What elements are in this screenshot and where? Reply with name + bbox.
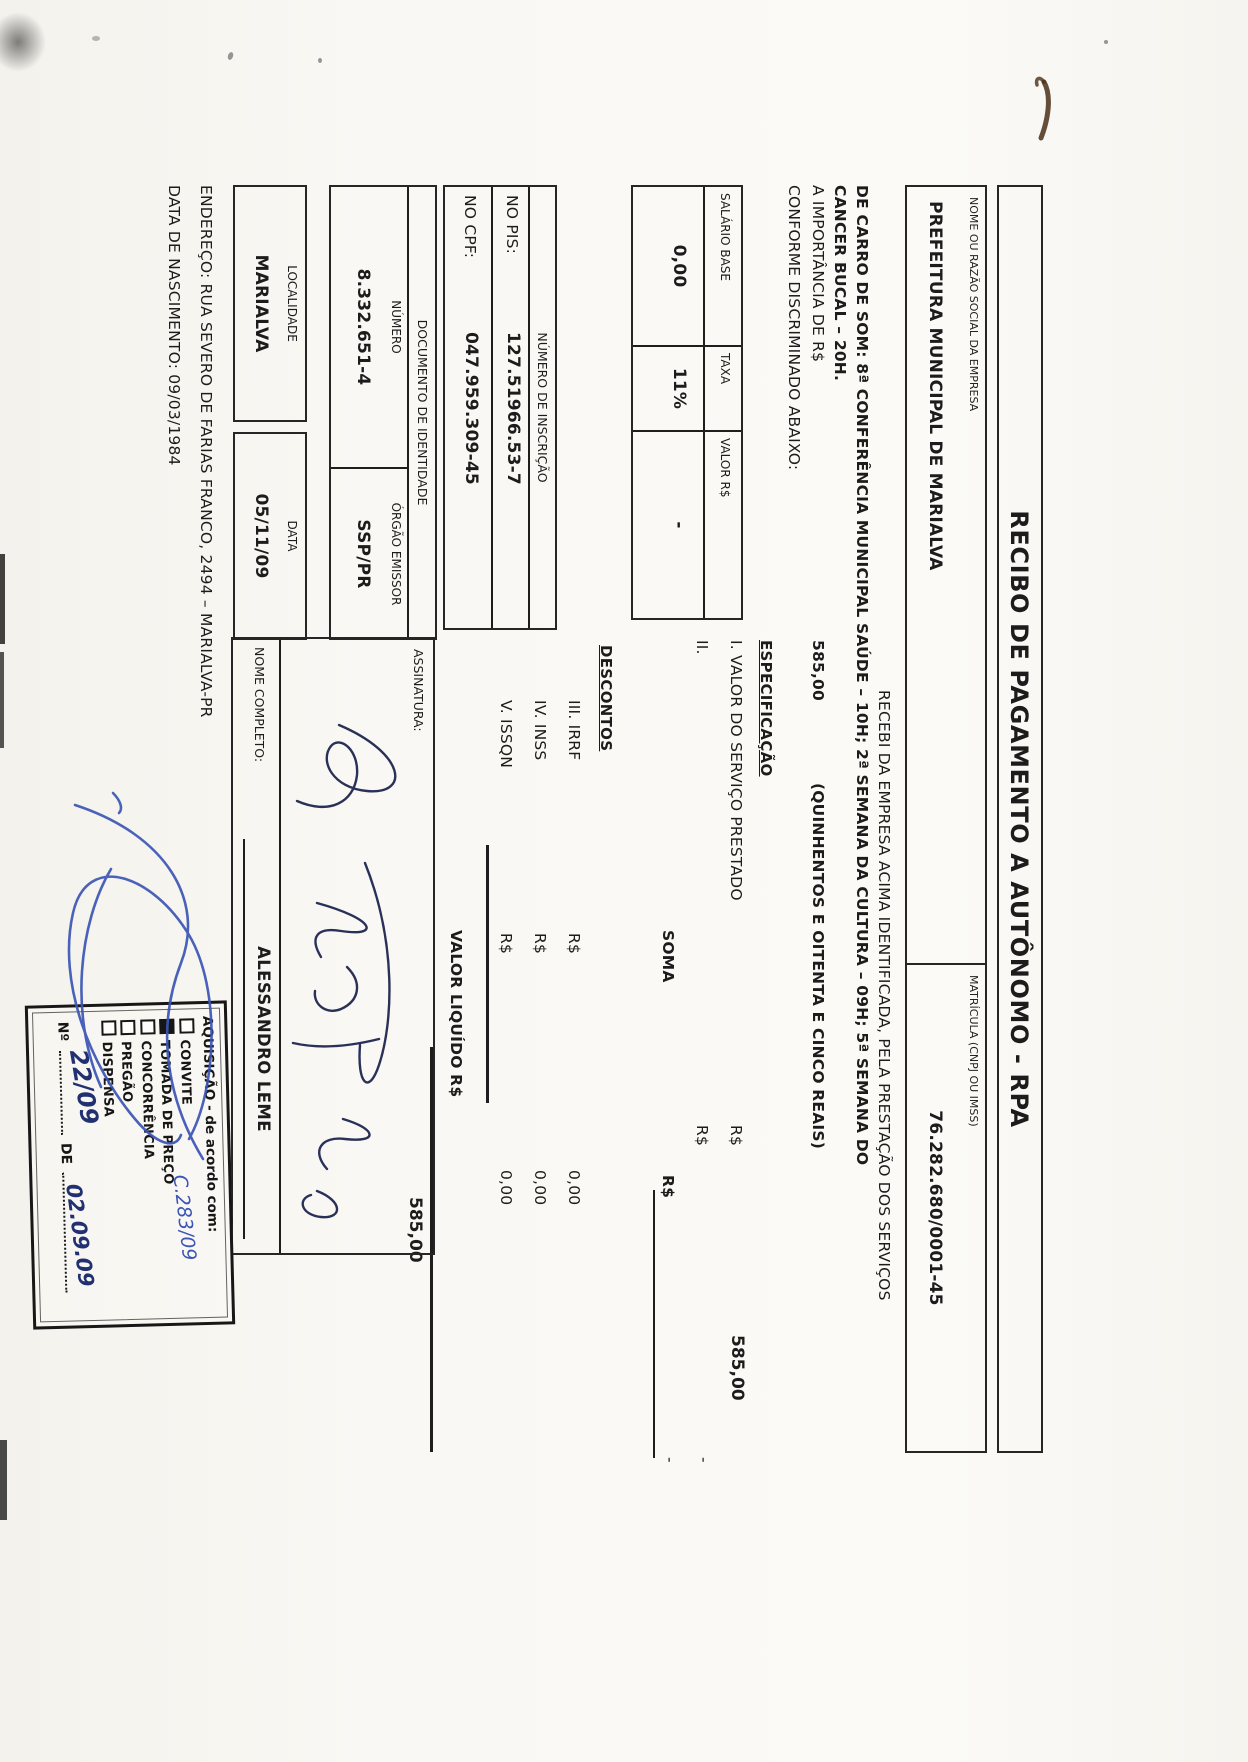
salario-header-taxa: TAXA [718, 353, 732, 385]
valor-liquido-label: VALOR LIQUÍDO R$ [447, 930, 465, 1098]
soma-currency: R$ [659, 1175, 677, 1199]
data-emissao-box [233, 432, 307, 640]
soma-value: - [661, 1457, 679, 1463]
corner-smudge [0, 12, 46, 72]
title-box [997, 185, 1043, 1453]
nome-completo-value: ALESSANDRO LEME [254, 946, 273, 1132]
dust-speck [92, 36, 100, 41]
numero-label: NÚMERO [389, 300, 403, 354]
desc-row1-value: 0,00 [565, 1170, 583, 1206]
soma-label: SOMA [659, 930, 677, 983]
handwritten-stamp-numero: 22/09 [63, 1047, 104, 1127]
importancia-label: A IMPORTÂNCIA DE R$ [809, 185, 827, 363]
salario-header-valor: VALOR R$ [718, 438, 732, 498]
data-emissao-label: DATA [285, 520, 299, 552]
dust-speck [1104, 40, 1108, 44]
valor-liquido-value: 585,00 [405, 1197, 425, 1263]
especificacao-header: ESPECIFICAÇÃO [757, 640, 775, 777]
stamp-option-tomada: TOMADA DE PREÇO [155, 1019, 179, 1185]
pis-value: 127.51966.53-7 [503, 332, 523, 485]
company-box [905, 185, 987, 965]
body-line-2: DE CARRO DE SOM: 8ª CONFERÊNCIA MUNICIPAL SAÚDE – 10H; 2ª SEMANA DA CULTURA – 09H; 5ª SEMANA DO [853, 185, 871, 1166]
orgao-emissor-label: ÓRGÃO EMISSOR [389, 502, 403, 606]
importancia-value: 585,00 [809, 640, 827, 702]
localidade-label: LOCALIDADE [285, 265, 299, 342]
nome-completo-label: NOME COMPLETO: [252, 647, 267, 763]
company-label: NOME OU RAZÃO SOCIAL DA EMPRESA [967, 197, 980, 412]
salario-value-base: 0,00 [669, 244, 689, 288]
desc-row1-currency: R$ [565, 933, 583, 955]
espec-row1-label: I. VALOR DO SERVIÇO PRESTADO [727, 640, 745, 901]
salario-table [631, 185, 743, 620]
company-value: PREFEITURA MUNICIPAL DE MARIALVA [925, 201, 945, 571]
nascimento-line: DATA DE NASCIMENTO: 09/03/1984 [165, 185, 183, 466]
stamp-option-dispensa: DISPENSA [97, 1020, 121, 1186]
conforme-line: CONFORME DISCRIMINADO ABAIXO: [785, 185, 803, 471]
desc-row2-value: 0,00 [531, 1170, 549, 1206]
form-content [13, 185, 1043, 1463]
desc-row3-value: 0,00 [497, 1170, 515, 1206]
assinatura-box [231, 637, 435, 1255]
salario-header-base: SALÁRIO BASE [718, 193, 732, 281]
cpf-label: NO CPF: [461, 195, 479, 259]
dust-speck [318, 58, 322, 63]
registration-value: 76.282.680/0001-45 [925, 1110, 945, 1306]
inscricao-header: NÚMERO DE INSCRIÇÃO [535, 332, 550, 483]
salario-value-taxa: 11% [669, 367, 689, 410]
espec-row1-value: 585,00 [727, 1335, 747, 1401]
identidade-header: DOCUMENTO DE IDENTIDADE [415, 319, 430, 506]
espec-row2-label: II. [693, 640, 711, 655]
desc-row2-currency: R$ [531, 933, 549, 955]
espec-row2-value: - [695, 1457, 713, 1463]
localidade-box [233, 185, 307, 422]
identidade-box [329, 185, 437, 640]
descontos-header: DESCONTOS [597, 645, 615, 752]
espec-row1-currency: R$ [727, 1125, 745, 1147]
importancia-extenso: (QUINHENTOS E OITENTA E CINCO REAIS) [809, 783, 827, 1150]
page-title: RECIBO DE PAGAMENTO A AUTÔNOMO - RPA [1005, 510, 1033, 1128]
edge-mark [0, 554, 5, 644]
handwritten-signature [259, 667, 439, 1232]
orgao-emissor-value: SSP/PR [353, 519, 373, 589]
handwritten-stamp-data: 02.09.09 [61, 1182, 99, 1289]
stamp-numero-label: Nº [54, 1021, 71, 1042]
edge-mark [0, 1440, 7, 1520]
handwritten-process-number: C.283/09 [168, 1173, 201, 1262]
stamp-option-convite: CONVITE [175, 1018, 199, 1184]
espec-row2-currency: R$ [693, 1125, 711, 1147]
pis-label: NO PIS: [503, 195, 521, 255]
data-emissao-value: 05/11/09 [251, 493, 271, 579]
stamp-option-concorrencia: CONCORRÊNCIA [136, 1019, 160, 1185]
blue-pen-scribble [23, 783, 233, 1193]
registration-box [905, 963, 987, 1453]
assinatura-label: ASSINATURA: [411, 649, 426, 732]
stamp-title: AQUISIÇÃO - de acordo com: [199, 1015, 221, 1233]
desc-row2-label: IV. INSS [531, 700, 549, 761]
desc-row1-label: III. IRRF [565, 700, 583, 761]
staple-mark [1028, 76, 1064, 146]
registration-label: MATRÍCULA (CNPJ OU IMSS) [967, 975, 980, 1127]
numero-value: 8.332.651-4 [353, 268, 373, 386]
soma-underline [653, 1190, 655, 1458]
inscricao-box [443, 185, 557, 630]
desc-row3-currency: R$ [497, 933, 515, 955]
cpf-value: 047.959.309-45 [461, 332, 481, 485]
stamp-de-label: DE [57, 1142, 74, 1165]
body-line-3: CANCER BUCAL – 20H. [831, 185, 849, 382]
descontos-divider-line [486, 845, 489, 1103]
body-line-1: RECEBI DA EMPRESA ACIMA IDENTIFICADA, PELA PRESTAÇÃO DOS SERVIÇOS [875, 690, 893, 1301]
edge-mark [0, 652, 4, 748]
localidade-value: MARIALVA [251, 254, 271, 353]
desc-row3-label: V. ISSQN [497, 700, 515, 769]
stamp-option-pregao: PREGÃO [116, 1020, 140, 1186]
salario-value-valor: - [669, 521, 689, 529]
endereco-line: ENDEREÇO: RUA SEVERO DE FARIAS FRANCO, 2494 – MARIALVA-PR [197, 185, 215, 718]
